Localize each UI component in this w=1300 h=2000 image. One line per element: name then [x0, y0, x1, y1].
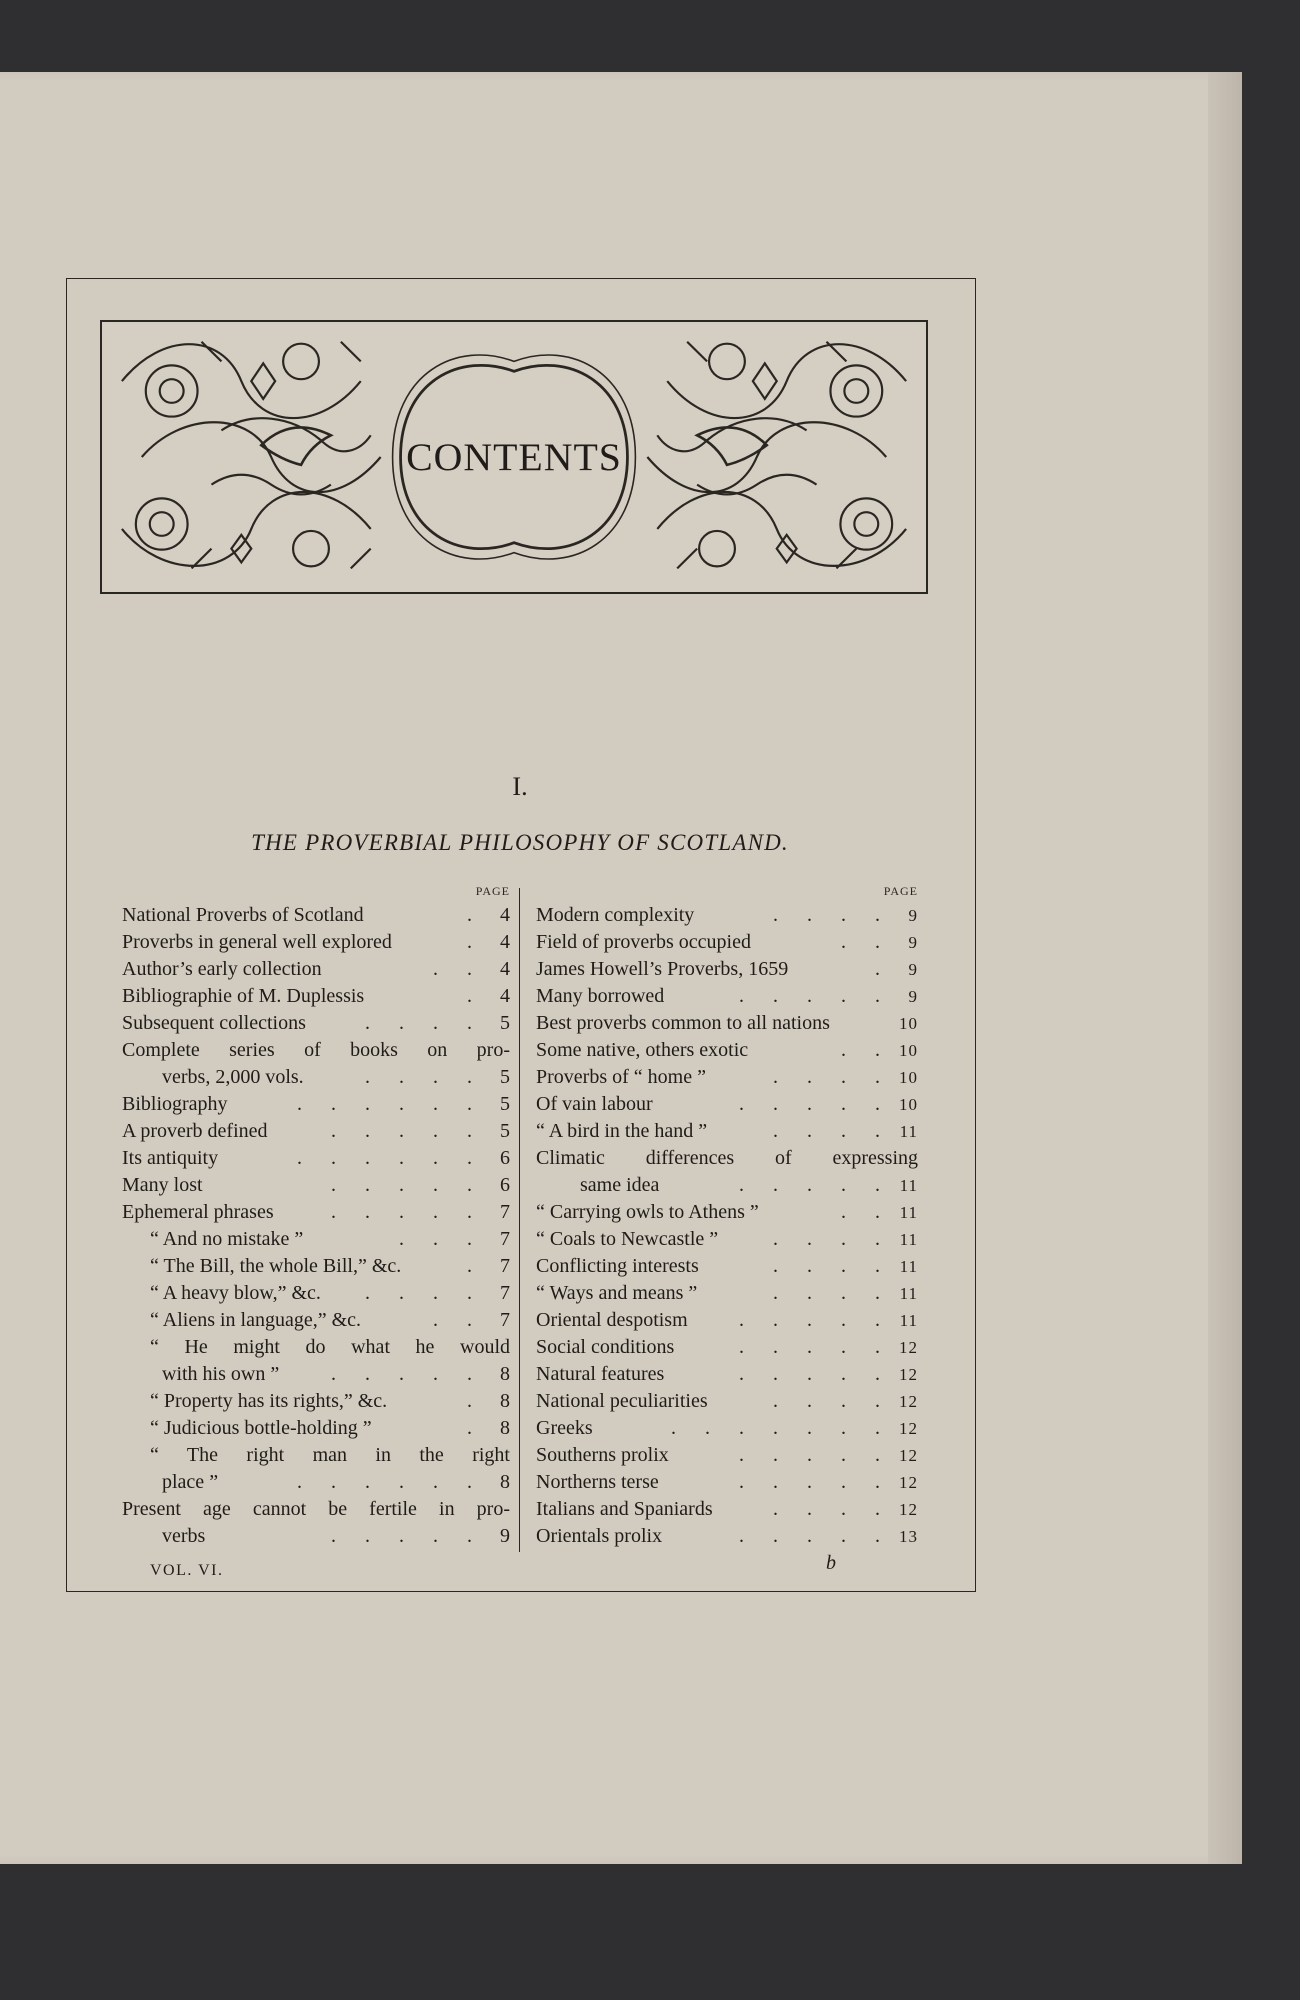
contents-entry: [536, 1172, 918, 1199]
entry-page-number: 10: [899, 1041, 918, 1060]
entry-label: “ And no mistake ”: [150, 1228, 304, 1250]
entry-leader-dots: .: [467, 1255, 484, 1277]
entry-label: “ Judicious bottle-holding ”: [150, 1417, 372, 1439]
entry-leader-dots: . . . .: [773, 1228, 892, 1250]
entry-page-number: 6: [500, 1174, 510, 1196]
entry-label: “ Property has its rights,” &c.: [150, 1390, 388, 1412]
entry-label: “ Ways and means ”: [536, 1282, 698, 1304]
contents-entry: [536, 1091, 918, 1118]
entry-label: Some native, others exotic: [536, 1039, 749, 1061]
entry-leader-dots: . . . . .: [739, 985, 892, 1007]
contents-entry: [536, 1388, 918, 1415]
entry-label: verbs, 2,000 vols.: [162, 1066, 304, 1088]
entry-page-number: 10: [899, 1014, 918, 1033]
contents-entry: [536, 1496, 918, 1523]
contents-entry: [122, 1415, 510, 1442]
contents-entry: [122, 1199, 510, 1226]
entry-page-number: 12: [899, 1446, 918, 1465]
contents-banner: [100, 320, 928, 594]
entry-leader-dots: . . . .: [365, 1066, 484, 1088]
entry-label: with his own ”: [162, 1363, 280, 1385]
page-edge: [1208, 72, 1242, 1864]
contents-entry: [122, 1037, 510, 1064]
contents-entry: [122, 956, 510, 983]
signature-mark: b: [826, 1552, 836, 1574]
entry-label: Northerns terse: [536, 1471, 659, 1493]
contents-entry: [122, 1361, 510, 1388]
entry-leader-dots: . . . . .: [331, 1174, 484, 1196]
entry-leader-dots: . . . . .: [331, 1363, 484, 1385]
contents-entry: [122, 1496, 510, 1523]
entry-page-number: 8: [500, 1417, 510, 1439]
contents-entry: [536, 956, 918, 983]
entry-page-number: 9: [908, 933, 918, 952]
entry-label: Its antiquity: [122, 1147, 219, 1169]
entry-label: Orientals prolix: [536, 1525, 663, 1547]
entry-label: Modern complexity: [536, 904, 695, 926]
entry-page-number: 11: [899, 1176, 918, 1195]
entry-leader-dots: . .: [841, 1201, 892, 1223]
entry-label: Conflicting interests: [536, 1255, 699, 1277]
entry-label: place ”: [162, 1471, 219, 1493]
entry-label: Bibliography: [122, 1093, 228, 1115]
entry-page-number: 12: [899, 1365, 918, 1384]
contents-entry: [536, 1442, 918, 1469]
entry-leader-dots: . . . . . . .: [671, 1417, 892, 1439]
entry-leader-dots: . . . .: [773, 1066, 892, 1088]
entry-page-number: 4: [500, 958, 510, 980]
entry-page-number: 9: [908, 960, 918, 979]
entry-page-number: 8: [500, 1363, 510, 1385]
contents-entry: [122, 902, 510, 929]
contents-entry: [536, 1199, 918, 1226]
contents-entry: [536, 1415, 918, 1442]
entry-leader-dots: . . . . . .: [297, 1093, 484, 1115]
entry-label: Author’s early collection: [122, 958, 322, 980]
entry-label: Complete series of books on pro-: [122, 1039, 510, 1061]
entry-leader-dots: . . . .: [773, 1390, 892, 1412]
contents-entry: [536, 983, 918, 1010]
contents-entry: [122, 1064, 510, 1091]
entry-label: Proverbs in general well explored: [122, 931, 392, 953]
entry-label: National peculiarities: [536, 1390, 708, 1412]
contents-entry: [122, 1523, 510, 1550]
contents-entry: [122, 983, 510, 1010]
entry-page-number: 10: [899, 1068, 918, 1087]
contents-entry: [536, 1145, 918, 1172]
entry-page-number: 11: [899, 1257, 918, 1276]
entry-page-number: 11: [899, 1230, 918, 1249]
entry-page-number: 5: [500, 1012, 510, 1034]
entry-label: Social conditions: [536, 1336, 675, 1358]
entry-label: A proverb defined: [122, 1120, 268, 1142]
entry-page-number: 7: [500, 1282, 510, 1304]
entry-page-number: 4: [500, 985, 510, 1007]
contents-entry: [536, 1064, 918, 1091]
contents-entry: [536, 1361, 918, 1388]
entry-page-number: 4: [500, 931, 510, 953]
entry-label: Subsequent collections: [122, 1012, 306, 1034]
entry-page-number: 4: [500, 904, 510, 926]
entry-label: same idea: [580, 1174, 660, 1196]
contents-entry: [122, 1253, 510, 1280]
entry-leader-dots: . .: [433, 958, 484, 980]
entry-label: verbs: [162, 1525, 206, 1547]
entry-leader-dots: .: [467, 904, 484, 926]
entry-leader-dots: . . . . .: [331, 1525, 484, 1547]
contents-entry: [536, 1334, 918, 1361]
entry-label: “ The Bill, the whole Bill,” &c.: [150, 1255, 402, 1277]
entry-leader-dots: . . . .: [773, 1120, 892, 1142]
entry-page-number: 10: [899, 1095, 918, 1114]
entry-leader-dots: .: [467, 1390, 484, 1412]
contents-entry: [536, 1253, 918, 1280]
entry-label: Many borrowed: [536, 985, 665, 1007]
contents-entry: [122, 1307, 510, 1334]
contents-entry: [536, 1307, 918, 1334]
entry-label: Proverbs of “ home ”: [536, 1066, 706, 1088]
entry-leader-dots: . .: [433, 1309, 484, 1331]
contents-entry: [536, 1037, 918, 1064]
entry-label: Best proverbs common to all nations: [536, 1012, 830, 1034]
entry-label: Bibliographie of M. Duplessis: [122, 985, 365, 1007]
contents-entry: [536, 1010, 918, 1037]
entry-label: Of vain labour: [536, 1093, 653, 1115]
entry-page-number: 5: [500, 1066, 510, 1088]
contents-entry: [122, 929, 510, 956]
entry-page-number: 8: [500, 1471, 510, 1493]
entry-page-number: 12: [899, 1500, 918, 1519]
contents-entry: [122, 1442, 510, 1469]
entry-leader-dots: . . . . . .: [297, 1147, 484, 1169]
entry-leader-dots: .: [467, 985, 484, 1007]
entry-leader-dots: . . . . .: [739, 1471, 892, 1493]
entry-page-number: 7: [500, 1228, 510, 1250]
entry-label: National Proverbs of Scotland: [122, 904, 364, 926]
entry-leader-dots: . . . .: [773, 1498, 892, 1520]
entry-page-number: 12: [899, 1338, 918, 1357]
entry-label: Greeks: [536, 1417, 593, 1439]
entry-page-number: 11: [899, 1311, 918, 1330]
contents-entry: [122, 1388, 510, 1415]
entry-leader-dots: . . . . .: [739, 1525, 892, 1547]
entry-page-number: 9: [500, 1525, 510, 1547]
contents-entry: [536, 1523, 918, 1550]
entry-page-number: 9: [908, 906, 918, 925]
entry-page-number: 12: [899, 1419, 918, 1438]
entry-page-number: 7: [500, 1309, 510, 1331]
entry-leader-dots: . . . .: [773, 1255, 892, 1277]
contents-entry: [536, 902, 918, 929]
entry-label: Italians and Spaniards: [536, 1498, 713, 1520]
entry-leader-dots: . .: [841, 1039, 892, 1061]
entry-page-number: 11: [899, 1284, 918, 1303]
entry-label: Field of proverbs occupied: [536, 931, 751, 953]
contents-entry: [122, 1118, 510, 1145]
entry-label: “ Coals to Newcastle ”: [536, 1228, 719, 1250]
section-number: I.: [512, 772, 528, 801]
entry-page-number: 12: [899, 1392, 918, 1411]
entry-page-number: 6: [500, 1147, 510, 1169]
entry-leader-dots: . . . . .: [739, 1336, 892, 1358]
contents-column-left: [122, 880, 510, 1550]
contents-entry: [122, 1280, 510, 1307]
entry-leader-dots: . . . . .: [331, 1120, 484, 1142]
entry-page-number: 11: [899, 1203, 918, 1222]
entry-leader-dots: . . . . .: [331, 1201, 484, 1223]
entry-leader-dots: . .: [841, 931, 892, 953]
entry-page-number: 5: [500, 1093, 510, 1115]
entry-leader-dots: . . . .: [365, 1012, 484, 1034]
entry-page-number: 7: [500, 1255, 510, 1277]
entry-label: Climatic differences of expressing: [536, 1147, 918, 1169]
entry-label: “ A heavy blow,” &c.: [150, 1282, 321, 1304]
entry-leader-dots: . . . . .: [739, 1444, 892, 1466]
page-column-header: PAGE: [883, 884, 918, 898]
entry-page-number: 13: [899, 1527, 918, 1546]
entry-leader-dots: . . . . .: [739, 1363, 892, 1385]
column-divider: [519, 888, 520, 1552]
ornament-illustration: [102, 322, 926, 592]
contents-entry: [122, 1091, 510, 1118]
entry-label: “ Carrying owls to Athens ”: [536, 1201, 759, 1223]
contents-entry: [536, 1280, 918, 1307]
entry-page-number: 8: [500, 1390, 510, 1412]
entry-leader-dots: . . . . .: [739, 1093, 892, 1115]
entry-label: “ The right man in the right: [150, 1444, 510, 1466]
page-column-header: PAGE: [475, 884, 510, 898]
entry-leader-dots: .: [467, 931, 484, 953]
entry-page-number: 9: [908, 987, 918, 1006]
entry-label: Southerns prolix: [536, 1444, 669, 1466]
banner-title: CONTENTS: [406, 434, 622, 479]
entry-label: Many lost: [122, 1174, 203, 1196]
entry-page-number: 12: [899, 1473, 918, 1492]
entry-label: Natural features: [536, 1363, 665, 1385]
volume-label: VOL. VI.: [150, 1562, 224, 1579]
contents-entry: [122, 1469, 510, 1496]
entry-label: James Howell’s Proverbs, 1659: [536, 958, 789, 980]
contents-entry: [122, 1172, 510, 1199]
contents-entry: [122, 1010, 510, 1037]
contents-entry: [122, 1145, 510, 1172]
entry-label: “ He might do what he would: [150, 1336, 510, 1358]
contents-column-right: [536, 880, 918, 1550]
entry-leader-dots: . . . . .: [739, 1174, 892, 1196]
entry-leader-dots: . . . . . .: [297, 1471, 484, 1493]
contents-entry: [536, 1118, 918, 1145]
entry-leader-dots: . . . .: [773, 904, 892, 926]
entry-leader-dots: .: [467, 1417, 484, 1439]
entry-page-number: 11: [899, 1122, 918, 1141]
contents-entry: [122, 1334, 510, 1361]
contents-entry: [536, 1469, 918, 1496]
entry-leader-dots: .: [875, 958, 892, 980]
entry-page-number: 5: [500, 1120, 510, 1142]
entry-leader-dots: . . .: [399, 1228, 484, 1250]
contents-entry: [536, 1226, 918, 1253]
entry-label: Present age cannot be fertile in pro-: [122, 1498, 510, 1520]
entry-label: “ A bird in the hand ”: [536, 1120, 708, 1142]
entry-leader-dots: . . . .: [365, 1282, 484, 1304]
entry-leader-dots: . . . .: [773, 1282, 892, 1304]
contents-entry: [536, 929, 918, 956]
section-title: THE PROVERBIAL PHILOSOPHY OF SCOTLAND.: [251, 830, 789, 855]
entry-page-number: 7: [500, 1201, 510, 1223]
entry-label: Ephemeral phrases: [122, 1201, 274, 1223]
entry-label: “ Aliens in language,” &c.: [150, 1309, 362, 1331]
contents-entry: [122, 1226, 510, 1253]
entry-leader-dots: . . . . .: [739, 1309, 892, 1331]
entry-label: Oriental despotism: [536, 1309, 688, 1331]
